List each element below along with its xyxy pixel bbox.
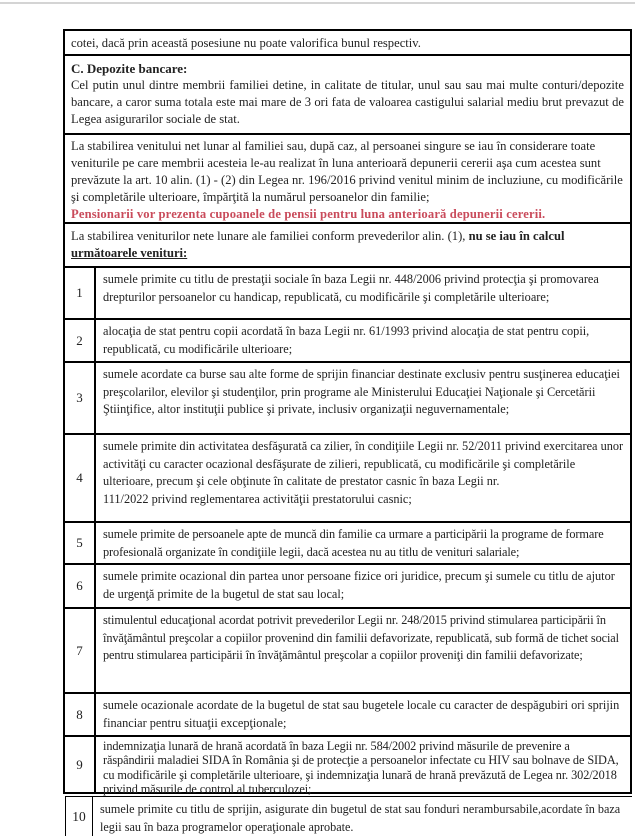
table-row-net-income — [63, 133, 632, 222]
net-income-text: La stabilirea venitului net lunar al familiei sau, după caz, al persoanei singure se iau în considerare toate veniturile pe care membrii acesteia le-au realizat în luna anterioară depunerii cererii aşa cum acestea sunt prevăzute la art. 10 alin. (1) - (2) din Legea nr. 196/2016 privind venitul minim de incluziune, cu modificările şi completările ulterioare, împărţită la numărul persoanelor din familie; — [71, 139, 623, 204]
list-item — [63, 607, 632, 692]
row-text: cotei, dacă prin această posesiune nu poate valorifica bunul respectiv. — [71, 36, 421, 50]
list-item — [63, 266, 632, 318]
item-text: indemnizaţia lunară de hrană acordată în baza Legii nr. 584/2002 privind măsurile de prevenire a răspândirii maladiei SIDA în România şi de protecţie a persoanelor infectate cu HIV sau bolnave de SIDA, cu modificările şi completările ulterioare, şi indemnizaţia lunară de hrană prevăzută de Legea nr. 302/2018 privind măsurile de control al tuberculozei; — [103, 739, 619, 797]
item-text-line2: 111/2022 privind reglementarea activităţii prestatorului casnic; — [103, 491, 412, 506]
item-text: alocaţia de stat pentru copii acordată în baza Legii nr. 61/1993 privind alocaţia de stat pentru copii, republicată, cu modificările ulterioare; — [103, 324, 590, 356]
item-number: 1 — [65, 268, 96, 318]
item-text: sumele primite de persoanele apte de muncă din familie ca urmare a participării la programe de formare profesională organizate în condiţiile legii, dacă acestea nu au titlu de venituri salariale; — [103, 527, 604, 559]
item-text: sumele primite cu titlu de sprijin, asigurate din bugetul de stat sau fonduri nerambursabile,acordate în baza legii sau în baza programelor operaţionale aprobate. — [100, 802, 621, 834]
top-divider — [0, 2, 635, 4]
exclusions-underlined-text: următoarele venituri: — [71, 246, 188, 260]
item-text: stimulentul educaţional acordat potrivit prevederilor Legii nr. 248/2015 privind stimularea participării în învăţământul preşcolar a copiilor provenind din familii defavorizate, republicată, sub formă de tichet social pentru stimularea participării în învăţământul preşcolar a copiilor proveniţi din familii defavorizate; — [103, 613, 619, 663]
item-text: sumele ocazionale acordate de la bugetul de stat sau bugetele locale cu caracter de despăgubiri ori sprijin financiar pentru situaţii excepţionale; — [103, 698, 620, 730]
item-text: sumele primite ocazional din partea unor persoane fizice ori juridice, precum şi sumele cu titlu de ajutor de urgenţă primite de la bugetul de stat sau local; — [103, 569, 615, 601]
item-number: 8 — [65, 694, 96, 735]
item-text — [96, 435, 630, 508]
list-item — [63, 735, 632, 797]
item-number: 3 — [65, 363, 96, 433]
item-number: 5 — [65, 523, 96, 563]
table-row-exclusions-intro — [63, 222, 632, 266]
list-item — [65, 796, 632, 836]
item-text: sumele primite cu titlu de prestaţii sociale în baza Legii nr. 448/2006 privind protecţia şi promovarea drepturilor persoanelor cu handicap, republicată, cu modificările şi completările ulterioare; — [103, 272, 599, 304]
item-number: 2 — [65, 320, 96, 361]
list-item — [63, 692, 632, 735]
item-number: 6 — [65, 565, 96, 607]
section-text: Cel putin unul dintre membrii familiei detine, in calitate de titular, unul sau sau mai multe conturi/depozite bancare, a caror suma totala este mai mare de 3 ori fata de valoarea castigului salarial mediu brut prevazut de Legea asigurarilor sociale de stat. — [71, 78, 624, 126]
item-number: 10 — [66, 797, 93, 836]
exclusions-bold-text: nu se iau în calcul — [468, 229, 565, 243]
item-number: 9 — [65, 737, 96, 792]
list-item — [63, 521, 632, 563]
table-row-cotei — [63, 29, 632, 54]
item-text-line1: sumele primite din activitatea desfăşurată ca zilier, în condiţiile Legii nr. 52/2011 privind exercitarea unor activităţi cu caracter ocazional desfăşurate de zilieri, republicată, cu modificările şi completările ulterioare, precum şi cele obţinute în calitate de prestator casnic în baza Legii nr. — [103, 439, 624, 489]
item-text: sumele acordate ca burse sau alte forme de sprijin financiar destinate exclusiv pentru susţinerea educaţiei preşcolarilor, elevilor şi studenţilor, prin programe ale Ministerului Educaţiei Naţionale şi Cercetării Ştiinţifice, altor instituţii publice şi private, inclusiv organizaţii neguvernamentale; — [103, 367, 620, 417]
list-item — [63, 433, 632, 521]
exclusions-intro-text: La stabilirea veniturilor nete lunare ale familiei conform prevederilor alin. (1), — [71, 229, 469, 243]
item-number: 4 — [65, 435, 96, 521]
list-item — [63, 563, 632, 607]
pensioners-note: Pensionarii vor prezenta cupoanele de pensii pentru luna anterioară depunerii cererii. — [71, 207, 546, 221]
list-item — [63, 318, 632, 361]
item-number: 7 — [65, 609, 96, 692]
table-row-bank-deposits — [63, 54, 632, 133]
list-item — [63, 361, 632, 433]
section-heading: C. Depozite bancare: — [71, 61, 188, 76]
